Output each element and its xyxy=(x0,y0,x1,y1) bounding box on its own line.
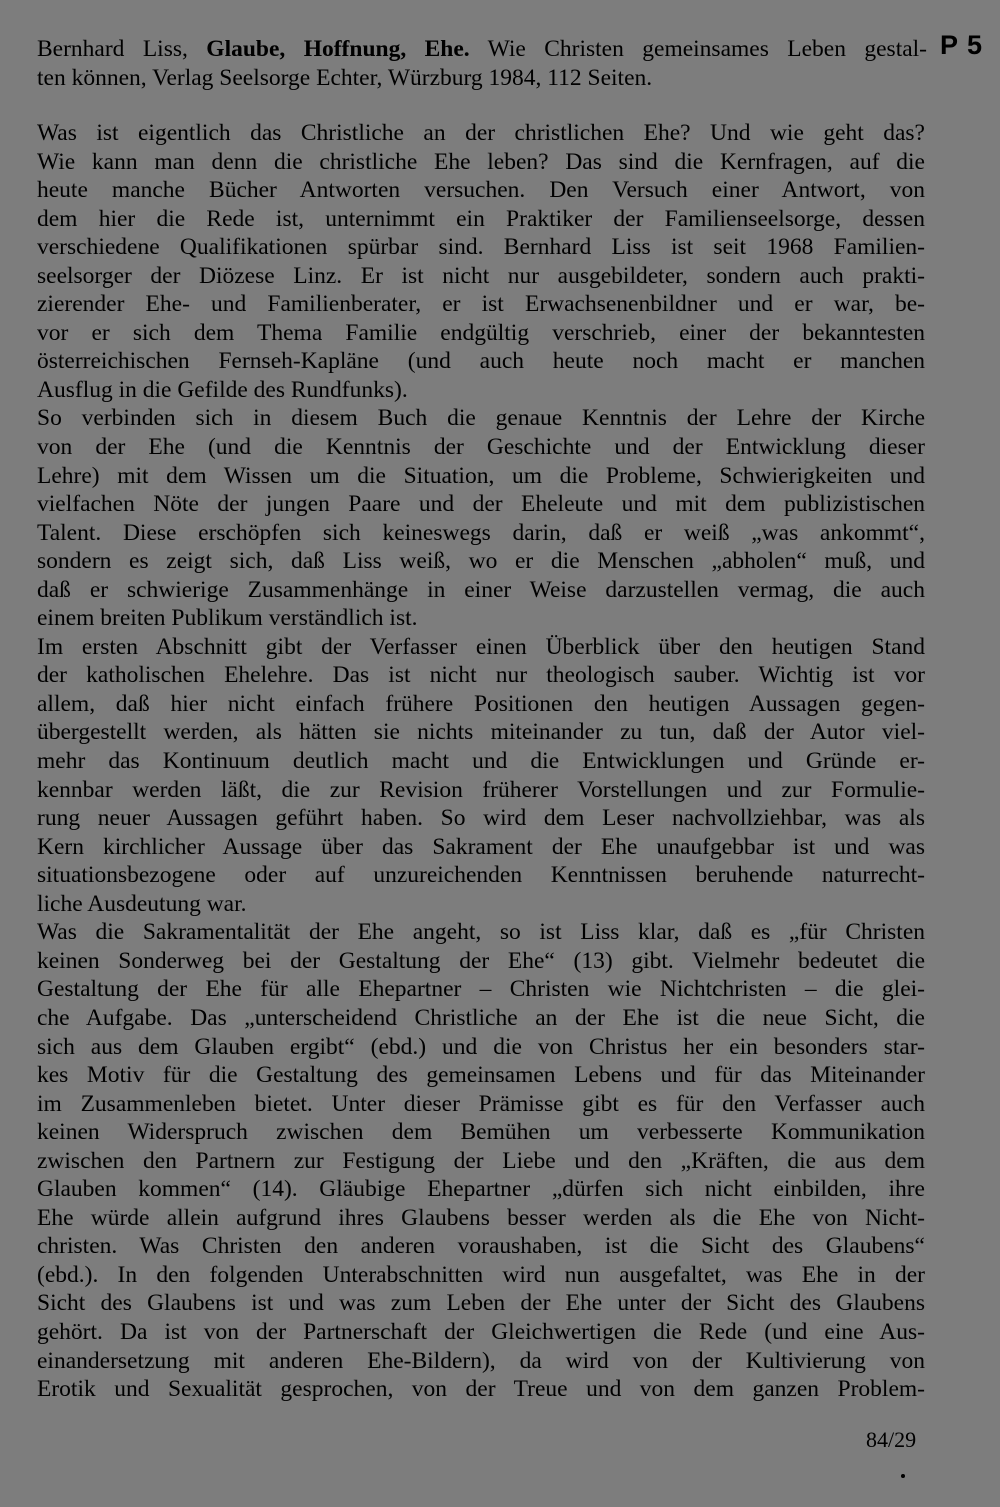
text-line: kennbar werden läßt, die zur Revision früherer Vorstellungen und zur Formulie- xyxy=(37,776,925,803)
text-line: christen. Was Christen den anderen voraushaben, ist die Sicht des Glaubens“ xyxy=(37,1233,925,1260)
text-line: Sicht des Glaubens ist und was zum Leben der Ehe unter der Sicht des Glaubens xyxy=(37,1290,925,1317)
text-line: liche Ausdeutung war. xyxy=(37,890,247,917)
text-line: der katholischen Ehelehre. Das ist nicht nur theologisch sauber. Wichtig ist vor xyxy=(37,662,925,689)
text-line: Was die Sakramentalität der Ehe angeht, so ist Liss klar, daß es „für Christen xyxy=(37,919,925,946)
paragraph xyxy=(37,633,925,918)
text-line: mehr das Kontinuum deutlich macht und die Entwicklungen und Gründe er- xyxy=(37,748,925,775)
header-author: Bernhard Liss, xyxy=(37,36,188,62)
stray-mark xyxy=(901,1474,905,1478)
text-line: rung neuer Aussagen geführt haben. So wird dem Leser nachvollziehbar, was als xyxy=(37,805,925,832)
text-line: Erotik und Sexualität gesprochen, von der Treue und von dem ganzen Problem- xyxy=(37,1376,925,1403)
paragraph xyxy=(37,119,925,404)
header-line-1-rest: Wie Christen gemeinsames Leben gestal- xyxy=(487,36,928,62)
text-line: österreichischen Fernseh-Kapläne (und auch heute noch macht er manchen xyxy=(37,348,925,375)
text-line: dem hier die Rede ist, unternimmt ein Praktiker der Familienseelsorge, dessen xyxy=(37,205,925,232)
text-line: im Zusammenleben bietet. Unter dieser Prämisse gibt es für den Verfasser auch xyxy=(37,1090,925,1117)
text-line: Gestaltung der Ehe für alle Ehepartner – Christen wie Nichtchristen – die glei- xyxy=(37,976,925,1003)
review-body xyxy=(37,119,925,1404)
text-line: gehört. Da ist von der Partnerschaft der Gleichwertigen die Rede (und eine Aus- xyxy=(37,1318,925,1345)
text-line: So verbinden sich in diesem Buch die genaue Kenntnis der Lehre der Kirche xyxy=(37,405,925,432)
text-line: keinen Sonderweg bei der Gestaltung der Ehe“ (13) gibt. Vielmehr bedeutet die xyxy=(37,947,925,974)
text-line: heute manche Bücher Antworten versuchen. Den Versuch einer Antwort, von xyxy=(37,177,925,204)
header-line-1 xyxy=(37,35,927,64)
text-line: Kern kirchlicher Aussage über das Sakrament der Ehe unaufgebbar ist und was xyxy=(37,833,925,860)
text-line: Lehre) mit dem Wissen um die Situation, um die Probleme, Schwierigkeiten und xyxy=(37,462,925,489)
text-line: daß er schwierige Zusammenhänge in einer Weise darzustellen vermag, die auch xyxy=(37,576,925,603)
text-line: Ehe würde allein aufgrund ihres Glaubens besser werden als die Ehe von Nicht- xyxy=(37,1204,925,1231)
text-line: Was ist eigentlich das Christliche an der christlichen Ehe? Und wie geht das? xyxy=(37,120,925,146)
text-line: Wie kann man denn die christliche Ehe leben? Das sind die Kernfragen, auf die xyxy=(37,148,925,175)
text-line: kes Motiv für die Gestaltung des gemeinsamen Lebens und für das Miteinander xyxy=(37,1062,925,1089)
text-line: Ausflug in die Gefilde des Rundfunks). xyxy=(37,376,408,403)
text-line: allem, daß hier nicht einfach frühere Positionen den heutigen Aussagen gegen- xyxy=(37,690,925,717)
header-line-2: ten können, Verlag Seelsorge Echter, Würzburg 1984, 112 Seiten. xyxy=(37,65,653,91)
page-folio: 84/29 xyxy=(866,1427,917,1452)
text-line: zierender Ehe- und Familienberater, er ist Erwachsenenbildner und er war, be- xyxy=(37,291,925,318)
text-line: einandersetzung mit anderen Ehe-Bildern), da wird von der Kultivierung von xyxy=(37,1347,925,1374)
text-line: sondern es zeigt sich, daß Liss weiß, wo er die Menschen „abholen“ muß, und xyxy=(37,548,925,575)
page-marker: P 5 xyxy=(940,30,984,60)
bibliographic-header xyxy=(37,35,927,93)
text-line: verschiedene Qualifikationen spürbar sind. Bernhard Liss ist seit 1968 Familien- xyxy=(37,234,925,261)
text-line: keinen Widerspruch zwischen dem Bemühen um verbesserte Kommunikation xyxy=(37,1119,925,1146)
text-line: Talent. Diese erschöpfen sich keineswegs darin, daß er weiß „was ankommt“, xyxy=(37,519,925,546)
text-line: seelsorger der Diözese Linz. Er ist nicht nur ausgebildeter, sondern auch prakti- xyxy=(37,262,925,289)
header-title: Glaube, Hoffnung, Ehe. xyxy=(206,36,470,62)
text-line: (ebd.). In den folgenden Unterabschnitten wird nun ausgefaltet, was Ehe in der xyxy=(37,1261,925,1288)
text-line: übergestellt werden, als hätten sie nichts miteinander zu tun, daß der Autor viel- xyxy=(37,719,925,746)
text-line: einem breiten Publikum verständlich ist. xyxy=(37,605,418,632)
text-line: Im ersten Abschnitt gibt der Verfasser einen Überblick über den heutigen Stand xyxy=(37,633,925,660)
text-line: zwischen den Partnern zur Festigung der Liebe und den „Kräften, die aus dem xyxy=(37,1147,925,1174)
text-line: che Aufgabe. Das „unterscheidend Christliche an der Ehe ist die neue Sicht, die xyxy=(37,1004,925,1031)
text-line: von der Ehe (und die Kenntnis der Geschichte und der Entwicklung dieser xyxy=(37,434,925,461)
text-line: Glauben kommen“ (14). Gläubige Ehepartner „dürfen sich nicht einbilden, ihre xyxy=(37,1176,925,1203)
text-line: vor er sich dem Thema Familie endgültig verschrieb, einer der bekanntesten xyxy=(37,319,925,346)
text-line: situationsbezogene oder auf unzureichenden Kenntnissen beruhende naturrecht- xyxy=(37,862,925,889)
paragraph xyxy=(37,918,925,1403)
paragraph xyxy=(37,404,925,632)
text-line: vielfachen Nöte der jungen Paare und der Eheleute und mit dem publizistischen xyxy=(37,491,925,518)
text-line: sich aus dem Glauben ergibt“ (ebd.) und die von Christus her ein besonders star- xyxy=(37,1033,925,1060)
